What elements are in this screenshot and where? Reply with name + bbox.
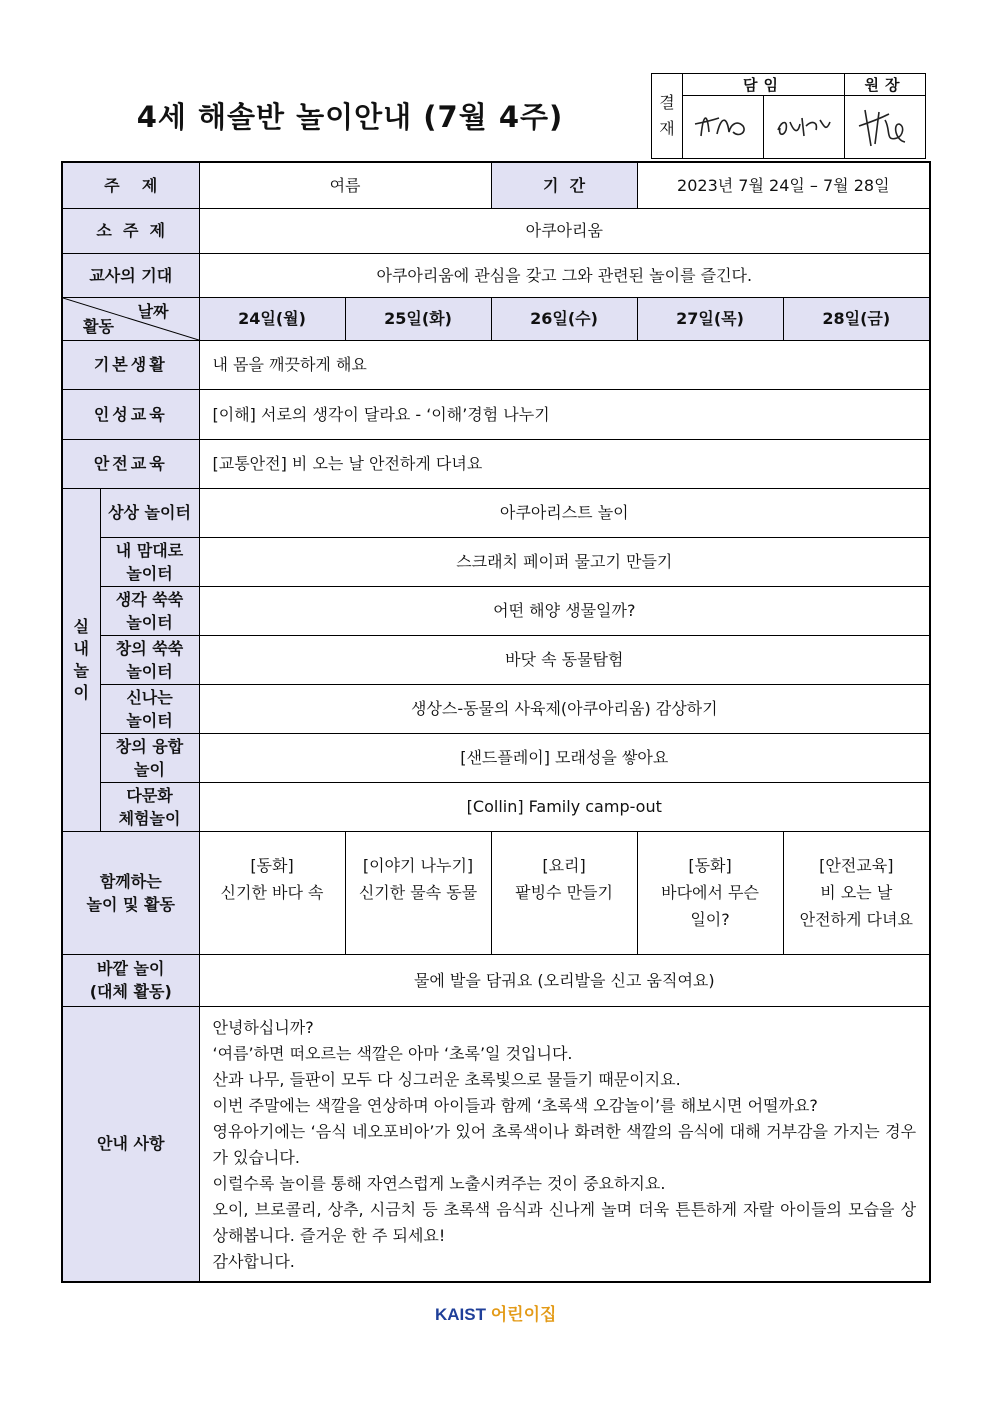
safety-education-label: 안전교육 bbox=[62, 439, 199, 488]
logo-daycare-text: 어린이집 bbox=[490, 1305, 557, 1324]
guide-line: 이럴수록 놀이를 통해 자연스럽게 노출시켜주는 것이 중요하지요. bbox=[212, 1173, 666, 1193]
period-label: 기 간 bbox=[491, 162, 637, 208]
together-day-cell: [요리] 팥빙수 만들기 bbox=[491, 831, 637, 954]
indoor-item-value: [샌드플레이] 모래성을 쌓아요 bbox=[199, 733, 930, 782]
together-day-cell: [안전교육] 비 오는 날 안전하게 다녀요 bbox=[783, 831, 930, 954]
logo-kaist-text: KAIST bbox=[435, 1305, 486, 1324]
indoor-item-value: [Collin] Family camp-out bbox=[199, 782, 930, 831]
page-title: 4세 해솔반 놀이안내 (7월 4주) bbox=[136, 100, 564, 134]
together-day-cell: [동화] 바다에서 무슨 일이? bbox=[637, 831, 783, 954]
guide-line: 영유아기에는 ‘음식 네오포비아’가 있어 초록색이나 화려한 색깔의 음식에 대해 거부감을 가지는 경우가 있습니다. bbox=[212, 1121, 917, 1167]
subtheme-value: 아쿠아리움 bbox=[199, 208, 930, 253]
indoor-item-name: 창의 쑥쑥 놀이터 bbox=[100, 635, 199, 684]
corner-date-label: 날짜 bbox=[137, 301, 169, 321]
guide-line: 감사합니다. bbox=[212, 1251, 295, 1271]
indoor-item-name: 내 맘대로 놀이터 bbox=[100, 537, 199, 586]
approval-head-director: 원장 bbox=[845, 74, 926, 96]
indoor-item-name: 상상 놀이터 bbox=[100, 488, 199, 537]
basic-life-label: 기본생활 bbox=[62, 340, 199, 389]
signature-teacher-1 bbox=[683, 96, 764, 159]
teacher-expectation-value: 아쿠아리움에 관심을 갖고 그와 관련된 놀이를 즐긴다. bbox=[199, 253, 930, 297]
indoor-item-value: 바닷 속 동물탐험 bbox=[199, 635, 930, 684]
indoor-item-value: 생상스-동물의 사육제(아쿠아리움) 감상하기 bbox=[199, 684, 930, 733]
indoor-item-name: 창의 융합 놀이 bbox=[100, 733, 199, 782]
teacher-expectation-label: 교사의 기대 bbox=[62, 253, 199, 297]
guide-line: 산과 나무, 들판이 모두 다 싱그러운 초록빛으로 물들기 때문이지요. bbox=[212, 1069, 681, 1089]
signature-teacher-2 bbox=[764, 96, 845, 159]
indoor-item-name: 생각 쑥쑥 놀이터 bbox=[100, 586, 199, 635]
together-day-cell: [이야기 나누기] 신기한 물속 동물 bbox=[345, 831, 491, 954]
indoor-item-name: 다문화 체험놀이 bbox=[100, 782, 199, 831]
theme-label: 주 제 bbox=[62, 162, 199, 208]
day-header-fri: 28일(금) bbox=[783, 297, 930, 340]
guide-label: 안내 사항 bbox=[62, 1006, 199, 1282]
together-activity-label: 함께하는 놀이 및 활동 bbox=[62, 831, 199, 954]
guide-line: 안녕하십니까? bbox=[212, 1017, 314, 1037]
outdoor-play-label: 바깥 놀이 (대체 활동) bbox=[62, 954, 199, 1006]
approval-label: 결재 bbox=[652, 74, 683, 159]
indoor-item-value: 어떤 해양 생물일까? bbox=[199, 586, 930, 635]
plan-table bbox=[61, 161, 931, 1283]
subtheme-label: 소 주 제 bbox=[62, 208, 199, 253]
day-header-tue: 25일(화) bbox=[345, 297, 491, 340]
day-header-thu: 27일(목) bbox=[637, 297, 783, 340]
character-education-label: 인성교육 bbox=[62, 389, 199, 439]
character-education-value: [이해] 서로의 생각이 달라요 - ‘이해’경험 나누기 bbox=[199, 389, 930, 439]
day-header-wed: 26일(수) bbox=[491, 297, 637, 340]
indoor-play-label: 실내놀이 bbox=[62, 488, 100, 831]
signature-director bbox=[845, 96, 926, 159]
approval-head-teacher: 담임 bbox=[683, 74, 845, 96]
outdoor-play-value: 물에 발을 담궈요 (오리발을 신고 움직여요) bbox=[199, 954, 930, 1006]
kaist-daycare-logo bbox=[435, 1300, 556, 1325]
together-day-cell: [동화] 신기한 바다 속 bbox=[199, 831, 345, 954]
date-activity-corner bbox=[62, 297, 199, 340]
guide-line: ‘여름’하면 떠오르는 색깔은 아마 ‘초록’일 것입니다. bbox=[212, 1043, 573, 1063]
theme-value: 여름 bbox=[199, 162, 491, 208]
indoor-item-value: 아쿠아리스트 놀이 bbox=[199, 488, 930, 537]
guide-line: 오이, 브로콜리, 상추, 시금치 등 초록색 음식과 신나게 놀며 더욱 튼튼하게 자랄 아이들의 모습을 상상해봅니다. 즐거운 한 주 되세요! bbox=[212, 1199, 917, 1245]
period-value: 2023년 7월 24일 – 7월 28일 bbox=[637, 162, 930, 208]
safety-education-value: [교통안전] 비 오는 날 안전하게 다녀요 bbox=[199, 439, 930, 488]
day-header-mon: 24일(월) bbox=[199, 297, 345, 340]
approval-box bbox=[651, 73, 926, 159]
basic-life-value: 내 몸을 깨끗하게 해요 bbox=[199, 340, 930, 389]
guide-line: 이번 주말에는 색깔을 연상하며 아이들과 함께 ‘초록색 오감놀이’를 해보시면 어떨까요? bbox=[212, 1095, 818, 1115]
corner-activity-label: 활동 bbox=[83, 316, 114, 336]
guide-content bbox=[199, 1006, 930, 1282]
indoor-item-value: 스크래치 페이퍼 물고기 만들기 bbox=[199, 537, 930, 586]
indoor-item-name: 신나는 놀이터 bbox=[100, 684, 199, 733]
